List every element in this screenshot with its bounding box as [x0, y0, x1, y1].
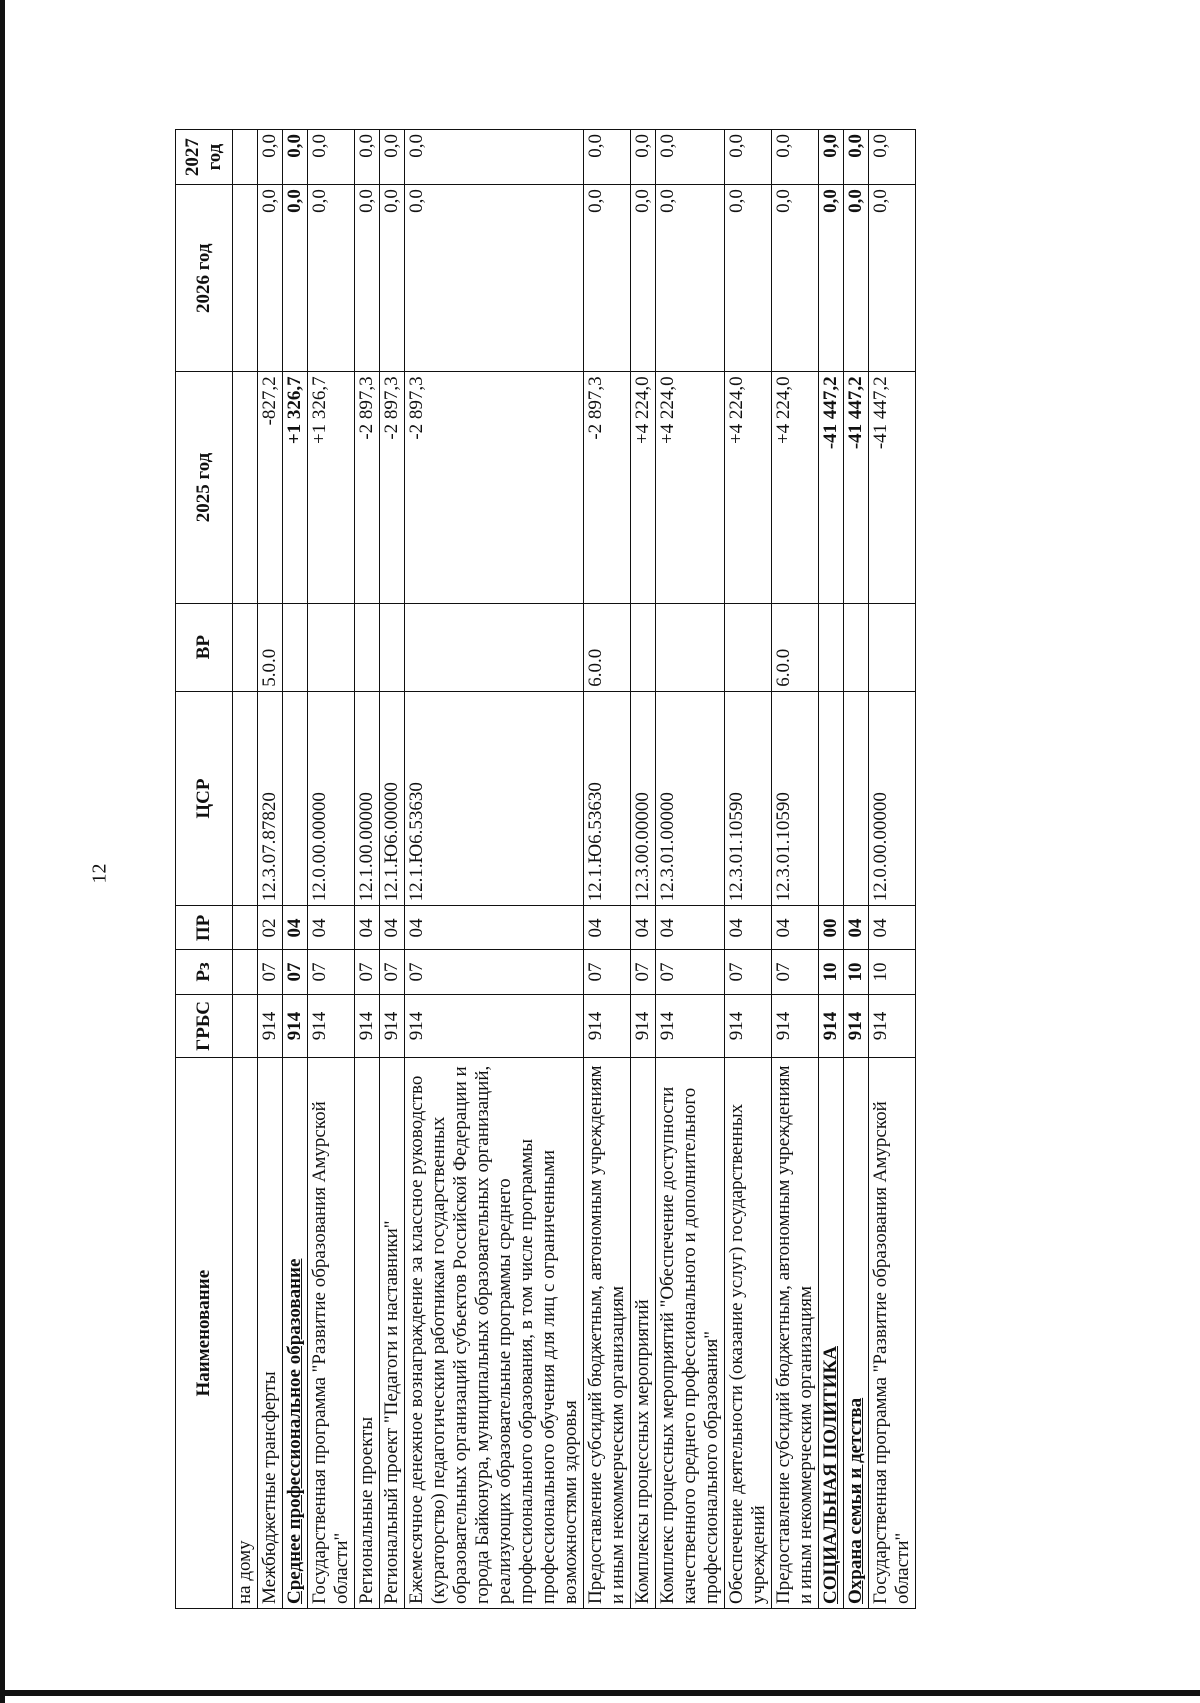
table-row: [869, 130, 916, 1609]
rotated-table-container: [175, 129, 1085, 1609]
cell-grbs: 914: [405, 994, 584, 1058]
cell-y2025: +4 224,0: [656, 372, 725, 603]
cell-y2026: 0,0: [405, 185, 584, 372]
cell-pr: 04: [656, 906, 725, 950]
cell-rz: [233, 950, 258, 994]
cell-pr: 04: [380, 906, 405, 950]
cell-y2025: +4 224,0: [725, 372, 772, 603]
cell-y2027: 0,0: [355, 130, 380, 185]
cell-csr: 12.1.Ю6.00000: [380, 691, 405, 906]
cell-y2027: 0,0: [631, 130, 656, 185]
cell-y2025: -41 447,2: [844, 372, 869, 603]
cell-grbs: 914: [283, 994, 308, 1058]
page-number: 12: [88, 863, 111, 884]
cell-y2026: 0,0: [869, 185, 916, 372]
cell-rz: 10: [819, 950, 844, 994]
cell-vr: [233, 603, 258, 691]
cell-pr: 04: [631, 906, 656, 950]
cell-y2026: 0,0: [258, 185, 283, 372]
cell-grbs: 914: [656, 994, 725, 1058]
cell-y2026: 0,0: [380, 185, 405, 372]
cell-name: Межбюджетные трансферты: [258, 1058, 283, 1609]
table-row: [844, 130, 869, 1609]
budget-table: [175, 129, 916, 1609]
cell-y2025: -2 897,3: [355, 372, 380, 603]
cell-y2026: 0,0: [355, 185, 380, 372]
cell-rz: 07: [772, 950, 819, 994]
cell-name: Предоставление субсидий бюджетным, автономным учреждениям и иным некоммерческим организациям: [584, 1058, 631, 1609]
table-row: [725, 130, 772, 1609]
cell-y2026: [233, 185, 258, 372]
cell-y2027: [233, 130, 258, 185]
cell-vr: [869, 603, 916, 691]
cell-y2027: 0,0: [308, 130, 355, 185]
cell-vr: [405, 603, 584, 691]
cell-grbs: 914: [258, 994, 283, 1058]
table-row: [819, 130, 844, 1609]
cell-grbs: 914: [844, 994, 869, 1058]
page-frame-left-edge: [0, 0, 5, 1703]
cell-rz: 07: [631, 950, 656, 994]
cell-grbs: 914: [355, 994, 380, 1058]
cell-rz: 07: [380, 950, 405, 994]
cell-csr: 12.3.07.87820: [258, 691, 283, 906]
table-row: [631, 130, 656, 1609]
header-2027: 2027 год: [176, 130, 233, 185]
cell-vr: [631, 603, 656, 691]
cell-rz: 07: [355, 950, 380, 994]
cell-vr: [355, 603, 380, 691]
page-frame-bottom-edge: [0, 1690, 1200, 1696]
cell-csr: [819, 691, 844, 906]
cell-grbs: 914: [869, 994, 916, 1058]
cell-rz: 07: [584, 950, 631, 994]
cell-y2025: +1 326,7: [283, 372, 308, 603]
cell-name: Комплексы процессных мероприятий: [631, 1058, 656, 1609]
cell-rz: 10: [844, 950, 869, 994]
header-name: Наименование: [176, 1058, 233, 1609]
cell-y2027: 0,0: [283, 130, 308, 185]
cell-y2026: 0,0: [308, 185, 355, 372]
cell-rz: 07: [308, 950, 355, 994]
table-header: [176, 130, 233, 1609]
header-2025: 2025 год: [176, 372, 233, 603]
cell-name: Ежемесячное денежное вознаграждение за классное руководство (кураторство) педагогическим работникам государственных образовательных организаций субъектов Российской Федерации и города Байконура, муниципальных образовательных организаций, реализующих образовательные программы среднего профессионального образования, в том числе программы профессионального обучения для лиц с ограниченными возможностями здоровья: [405, 1058, 584, 1609]
cell-grbs: 914: [725, 994, 772, 1058]
cell-name: СОЦИАЛЬНАЯ ПОЛИТИКА: [819, 1058, 844, 1609]
cell-y2025: -41 447,2: [819, 372, 844, 603]
cell-name: Региональные проекты: [355, 1058, 380, 1609]
cell-vr: [308, 603, 355, 691]
table-body: [233, 130, 916, 1609]
table-row: [308, 130, 355, 1609]
table-row: [258, 130, 283, 1609]
cell-rz: 10: [869, 950, 916, 994]
cell-csr: 12.1.Ю6.53630: [584, 691, 631, 906]
cell-y2026: 0,0: [656, 185, 725, 372]
cell-pr: 02: [258, 906, 283, 950]
cell-y2025: [233, 372, 258, 603]
cell-y2025: -2 897,3: [380, 372, 405, 603]
cell-vr: [656, 603, 725, 691]
cell-y2027: 0,0: [844, 130, 869, 185]
cell-pr: 00: [819, 906, 844, 950]
cell-csr: [844, 691, 869, 906]
cell-csr: 12.1.00.00000: [355, 691, 380, 906]
cell-pr: 04: [584, 906, 631, 950]
cell-csr: 12.0.00.00000: [869, 691, 916, 906]
cell-grbs: 914: [584, 994, 631, 1058]
header-csr: ЦСР: [176, 691, 233, 906]
cell-rz: 07: [283, 950, 308, 994]
cell-grbs: 914: [380, 994, 405, 1058]
table-row: [405, 130, 584, 1609]
cell-csr: 12.1.Ю6.53630: [405, 691, 584, 906]
header-vr: ВР: [176, 603, 233, 691]
cell-grbs: 914: [631, 994, 656, 1058]
cell-rz: 07: [725, 950, 772, 994]
cell-y2027: 0,0: [869, 130, 916, 185]
cell-y2026: 0,0: [725, 185, 772, 372]
cell-y2027: 0,0: [656, 130, 725, 185]
cell-y2026: 0,0: [631, 185, 656, 372]
cell-name: Охрана семьи и детства: [844, 1058, 869, 1609]
cell-csr: 12.0.00.00000: [308, 691, 355, 906]
cell-y2026: 0,0: [584, 185, 631, 372]
cell-grbs: 914: [308, 994, 355, 1058]
cell-y2026: 0,0: [844, 185, 869, 372]
cell-name: Государственная программа "Развитие образования Амурской области": [308, 1058, 355, 1609]
cell-name: Среднее профессиональное образование: [283, 1058, 308, 1609]
cell-vr: 5.0.0: [258, 603, 283, 691]
cell-csr: 12.3.01.10590: [725, 691, 772, 906]
cell-name: Комплекс процессных мероприятий "Обеспечение доступности качественного среднего профессионального и дополнительного профессионального образования": [656, 1058, 725, 1609]
table-row: [584, 130, 631, 1609]
cell-rz: 07: [405, 950, 584, 994]
cell-y2026: 0,0: [283, 185, 308, 372]
header-pr: ПР: [176, 906, 233, 950]
cell-vr: [283, 603, 308, 691]
cell-name: Обеспечение деятельности (оказание услуг) государственных учреждений: [725, 1058, 772, 1609]
cell-y2025: +1 326,7: [308, 372, 355, 603]
cell-pr: 04: [869, 906, 916, 950]
cell-pr: 04: [283, 906, 308, 950]
cell-csr: [283, 691, 308, 906]
cell-csr: [233, 691, 258, 906]
table-row: [355, 130, 380, 1609]
cell-vr: 6.0.0: [772, 603, 819, 691]
cell-vr: [380, 603, 405, 691]
cell-csr: 12.3.01.10590: [772, 691, 819, 906]
table-row: [772, 130, 819, 1609]
cell-y2027: 0,0: [725, 130, 772, 185]
cell-y2026: 0,0: [772, 185, 819, 372]
cell-pr: 04: [355, 906, 380, 950]
table-row: [283, 130, 308, 1609]
cell-y2027: 0,0: [380, 130, 405, 185]
cell-y2027: 0,0: [405, 130, 584, 185]
cell-pr: 04: [844, 906, 869, 950]
cell-y2027: 0,0: [819, 130, 844, 185]
cell-y2025: -827,2: [258, 372, 283, 603]
cell-y2025: +4 224,0: [772, 372, 819, 603]
cell-grbs: 914: [819, 994, 844, 1058]
cell-pr: 04: [308, 906, 355, 950]
cell-y2026: 0,0: [819, 185, 844, 372]
table-row: [656, 130, 725, 1609]
cell-csr: 12.3.00.00000: [631, 691, 656, 906]
cell-name: Региональный проект "Педагоги и наставники": [380, 1058, 405, 1609]
header-grbs: ГРБС: [176, 994, 233, 1058]
cell-rz: 07: [656, 950, 725, 994]
cell-name: Предоставление субсидий бюджетным, автономным учреждениям и иным некоммерческим организациям: [772, 1058, 819, 1609]
cell-pr: 04: [405, 906, 584, 950]
cell-grbs: 914: [772, 994, 819, 1058]
cell-pr: [233, 906, 258, 950]
cell-y2027: 0,0: [584, 130, 631, 185]
cell-csr: 12.3.01.00000: [656, 691, 725, 906]
header-2026: 2026 год: [176, 185, 233, 372]
cell-vr: [844, 603, 869, 691]
cell-y2025: -2 897,3: [584, 372, 631, 603]
cell-vr: 6.0.0: [584, 603, 631, 691]
cell-vr: [819, 603, 844, 691]
cell-y2025: +4 224,0: [631, 372, 656, 603]
cell-name: на дому: [233, 1058, 258, 1609]
cell-pr: 04: [772, 906, 819, 950]
cell-grbs: [233, 994, 258, 1058]
cell-y2025: -2 897,3: [405, 372, 584, 603]
cell-pr: 04: [725, 906, 772, 950]
cell-y2027: 0,0: [772, 130, 819, 185]
cell-rz: 07: [258, 950, 283, 994]
cell-name: Государственная программа "Развитие образования Амурской области": [869, 1058, 916, 1609]
header-rz: Рз: [176, 950, 233, 994]
cell-y2027: 0,0: [258, 130, 283, 185]
cell-vr: [725, 603, 772, 691]
table-row: [233, 130, 258, 1609]
table-row: [380, 130, 405, 1609]
cell-y2025: -41 447,2: [869, 372, 916, 603]
